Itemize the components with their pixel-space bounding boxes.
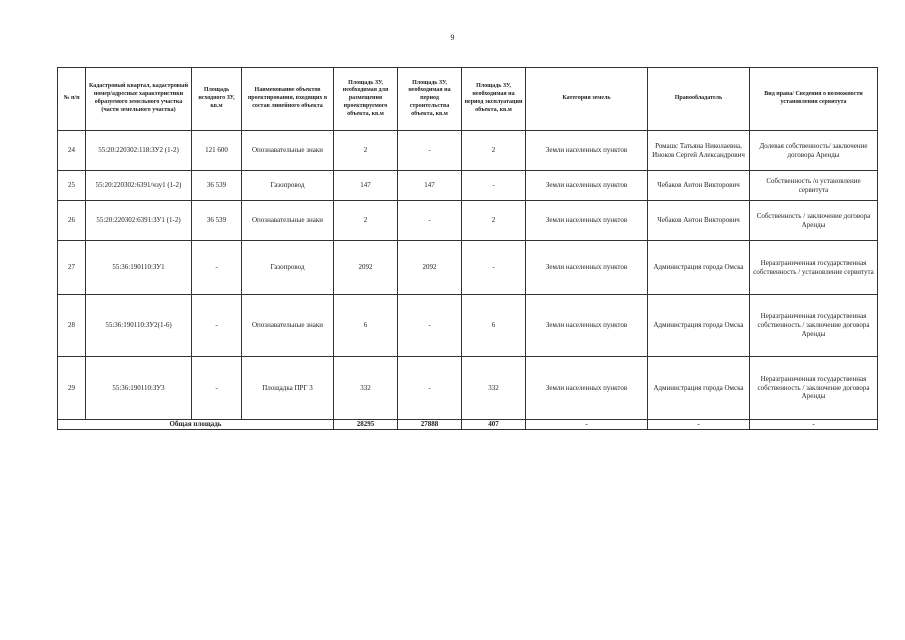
total-area-construction: 27888 xyxy=(398,420,462,430)
cell-owner: Администрация города Омска xyxy=(648,241,750,295)
header-area-construction: Площадь ЗУ, необходимая на период строительства объекта, кв.м xyxy=(398,68,462,131)
header-row xyxy=(58,68,878,131)
cell-area-construction: 2092 xyxy=(398,241,462,295)
table-row xyxy=(58,295,878,357)
cell-area-construction: - xyxy=(398,357,462,420)
cell-land-category: Земли населенных пунктов xyxy=(526,357,648,420)
cell-area-source: - xyxy=(192,241,242,295)
cell-area-placement: 2 xyxy=(334,131,398,171)
cell-area-placement: 6 xyxy=(334,295,398,357)
total-area-operation: 407 xyxy=(462,420,526,430)
cell-cadastral: 55:20:220302:118:ЗУ2 (1-2) xyxy=(86,131,192,171)
cell-area-source: 121 600 xyxy=(192,131,242,171)
cell-right-type: Неразграниченная государственная собственность / установление сервитута xyxy=(750,241,878,295)
cell-cadastral: 55:36:190110:ЗУ2(1-6) xyxy=(86,295,192,357)
header-area-placement: Площадь ЗУ, необходимая для размещения проектируемого объекта, кв.м xyxy=(334,68,398,131)
header-cadastral: Кадастровый квартал, кадастровый номер/адресные характеристики образуемого земельного участка (части земельного участка) xyxy=(86,68,192,131)
cell-object-name: Газопровод xyxy=(242,171,334,201)
land-plots-table xyxy=(57,67,878,430)
cell-area-placement: 147 xyxy=(334,171,398,201)
cell-right-type: Долевая собственность/ заключение договора Аренды xyxy=(750,131,878,171)
cell-object-name: Опознавательные знаки xyxy=(242,295,334,357)
cell-owner: Чебаков Антон Викторович xyxy=(648,171,750,201)
table-row xyxy=(58,131,878,171)
cell-area-operation: 332 xyxy=(462,357,526,420)
header-right-type: Вид права/ Сведения о возможности установления сервитута xyxy=(750,68,878,131)
cell-land-category: Земли населенных пунктов xyxy=(526,171,648,201)
cell-area-construction: 147 xyxy=(398,171,462,201)
cell-num: 25 xyxy=(58,171,86,201)
cell-cadastral: 55:36:190110:ЗУ1 xyxy=(86,241,192,295)
total-label: Общая площадь xyxy=(58,420,334,430)
cell-owner: Администрация города Омска xyxy=(648,295,750,357)
header-land-category: Категория земель xyxy=(526,68,648,131)
cell-area-operation: 2 xyxy=(462,201,526,241)
cell-area-construction: - xyxy=(398,295,462,357)
cell-num: 26 xyxy=(58,201,86,241)
cell-area-operation: - xyxy=(462,241,526,295)
cell-num: 27 xyxy=(58,241,86,295)
cell-object-name: Газопровод xyxy=(242,241,334,295)
cell-right-type: Неразграниченная государственная собственность / заключение договора Аренды xyxy=(750,295,878,357)
cell-area-placement: 2 xyxy=(334,201,398,241)
page-number: 9 xyxy=(450,33,455,42)
cell-area-operation: - xyxy=(462,171,526,201)
cell-num: 24 xyxy=(58,131,86,171)
cell-area-construction: - xyxy=(398,131,462,171)
cell-land-category: Земли населенных пунктов xyxy=(526,295,648,357)
cell-area-placement: 332 xyxy=(334,357,398,420)
cell-area-source: 36 539 xyxy=(192,201,242,241)
cell-land-category: Земли населенных пунктов xyxy=(526,201,648,241)
cell-right-type: Собственность /о установление сервитута xyxy=(750,171,878,201)
header-owner: Правообладатель xyxy=(648,68,750,131)
cell-cadastral: 55:20:220302:6391:ЗУ1 (1-2) xyxy=(86,201,192,241)
cell-cadastral: 55:20:220302:6391/чзу1 (1-2) xyxy=(86,171,192,201)
table-row xyxy=(58,241,878,295)
total-owner: - xyxy=(648,420,750,430)
cell-owner: Чебаков Антон Викторович xyxy=(648,201,750,241)
cell-land-category: Земли населенных пунктов xyxy=(526,131,648,171)
cell-object-name: Опознавательные знаки xyxy=(242,201,334,241)
header-object-name: Наименование объектов проектирования, входящих в состав линейного объекта xyxy=(242,68,334,131)
table-row xyxy=(58,357,878,420)
cell-area-source: - xyxy=(192,357,242,420)
total-right-type: - xyxy=(750,420,878,430)
cell-right-type: Собственность / заключение договора Аренды xyxy=(750,201,878,241)
cell-area-placement: 2092 xyxy=(334,241,398,295)
cell-cadastral: 55:36:190110:ЗУ3 xyxy=(86,357,192,420)
cell-land-category: Земли населенных пунктов xyxy=(526,241,648,295)
cell-area-operation: 6 xyxy=(462,295,526,357)
cell-area-construction: - xyxy=(398,201,462,241)
cell-right-type: Неразграниченная государственная собственность / заключение договора Аренды xyxy=(750,357,878,420)
cell-object-name: Опознавательные знаки xyxy=(242,131,334,171)
header-area-source: Площадь исходного ЗУ, кв.м xyxy=(192,68,242,131)
cell-owner: Администрация города Омска xyxy=(648,357,750,420)
header-area-operation: Площадь ЗУ, необходимая на период эксплуатации объекта, кв.м xyxy=(462,68,526,131)
table-row xyxy=(58,171,878,201)
cell-owner: Ромашс Татьяна Николаевна, Иноков Сергей Александрович xyxy=(648,131,750,171)
cell-num: 29 xyxy=(58,357,86,420)
table-row xyxy=(58,201,878,241)
cell-area-source: - xyxy=(192,295,242,357)
cell-num: 28 xyxy=(58,295,86,357)
total-land-category: - xyxy=(526,420,648,430)
total-row xyxy=(58,420,878,430)
header-num: № п/п xyxy=(58,68,86,131)
cell-object-name: Площадка ПРГ 3 xyxy=(242,357,334,420)
cell-area-source: 36 539 xyxy=(192,171,242,201)
total-area-placement: 28295 xyxy=(334,420,398,430)
cell-area-operation: 2 xyxy=(462,131,526,171)
